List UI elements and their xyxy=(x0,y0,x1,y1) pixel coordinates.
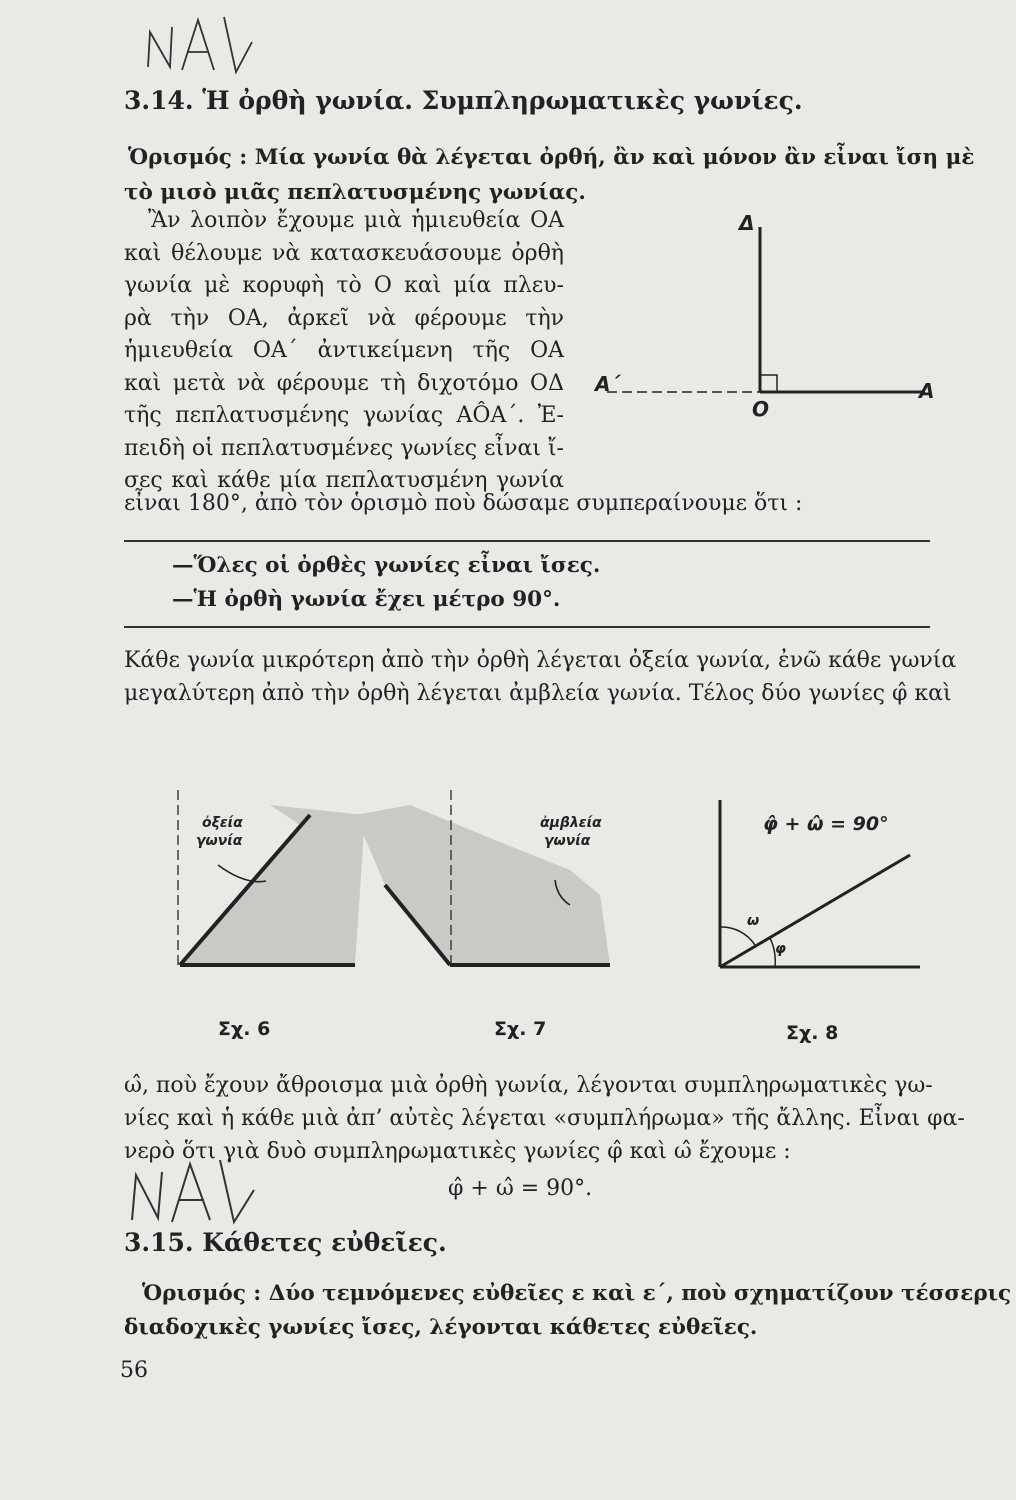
label-a: Α xyxy=(919,379,935,403)
margin-note-top xyxy=(140,12,260,82)
fig6-label-line1: ὀξεία xyxy=(202,815,243,831)
fig8-label-phi: φ xyxy=(775,941,786,957)
caption-fig-6: Σχ. 6 xyxy=(218,1018,271,1040)
para-line: πειδὴ οἱ πεπλατυσμένες γωνίες εἶναι ἴ- xyxy=(124,435,564,461)
para2-line2: μεγαλύτερη ἀπὸ τὴν ὀρθὴ λέγεται ἀμβλεία γωνία. Τέλος δύο γωνίες φ̂ καὶ xyxy=(124,681,952,706)
definition-right-angle-line1: Ὁρισμός : Μία γωνία θὰ λέγεται ὀρθή, ἂν καὶ μόνον ἂν εἶναι ἴση μὲ xyxy=(128,145,975,170)
fig7-label-line2: γωνία xyxy=(544,833,591,849)
caption-fig-8: Σχ. 8 xyxy=(786,1022,839,1044)
label-o: Ο xyxy=(752,397,770,421)
rule-bottom xyxy=(124,626,930,628)
para-line: ρὰ τὴν ΟΑ, ἀρκεῖ νὰ φέρουμε τὴν xyxy=(124,305,564,331)
para3-line3: νερὸ ὅτι γιὰ δυὸ συμπληρωματικὲς γωνίες φ̂ καὶ ω̂ ἔχουμε : xyxy=(124,1139,791,1164)
right-angle-mark xyxy=(760,375,777,392)
para-line: σες καὶ κάθε μία πεπλατυσμένη γωνία xyxy=(124,468,564,493)
complementary-formula: φ̂ + ω̂ = 90°. xyxy=(448,1176,593,1201)
fig8-formula: φ̂ + ω̂ = 90° xyxy=(763,813,889,835)
para-line: καὶ μετὰ νὰ φέρουμε τὴ διχοτόμο ΟΔ xyxy=(124,370,564,396)
para-line: γωνία μὲ κορυφὴ τὸ Ο καὶ μία πλευ- xyxy=(124,273,564,298)
figure-right-angle xyxy=(585,205,945,425)
margin-note-bottom xyxy=(124,1150,264,1230)
fig6-label-line2: γωνία xyxy=(196,833,243,849)
section-title-3-15: 3.15. Κάθετες εὐθεῖες. xyxy=(124,1228,447,1257)
handwritten-mark xyxy=(124,1150,264,1230)
statement-right-angle-90: —Ἡ ὀρθὴ γωνία ἔχει μέτρο 90°. xyxy=(172,587,561,612)
statement-all-right-angles-equal: —Ὅλες οἱ ὀρθὲς γωνίες εἶναι ἴσες. xyxy=(172,553,601,578)
fig8-label-omega: ω xyxy=(747,913,760,929)
caption-fig-7: Σχ. 7 xyxy=(494,1018,547,1040)
construction-paragraph xyxy=(124,205,564,498)
para-line: Ἂν λοιπὸν ἔχουμε μιὰ ἡμιευθεία ΟΑ xyxy=(148,208,564,233)
para-line: καὶ θέλουμε νὰ κατασκευάσουμε ὀρθὴ xyxy=(124,240,564,266)
para3-line2: νίες καὶ ἡ κάθε μιὰ ἀπ’ αὐτὲς λέγεται «συμπλήρωμα» τῆς ἄλλης. Εἶναι φα- xyxy=(124,1106,965,1131)
definition-right-angle-line2: τὸ μισὸ μιᾶς πεπλατυσμένης γωνίας. xyxy=(124,180,586,205)
arc-omega xyxy=(720,927,755,945)
section-title-3-14: 3.14. Ἡ ὀρθὴ γωνία. Συμπληρωματικὲς γωνίες. xyxy=(124,86,803,115)
para2-line1: Κάθε γωνία μικρότερη ἀπὸ τὴν ὀρθὴ λέγεται ὀξεία γωνία, ἐνῶ κάθε γωνία xyxy=(124,648,957,673)
para3-line1: ω̂, ποὺ ἔχουν ἄθροισμα μιὰ ὀρθὴ γωνία, λέγονται συμπληρωματικὲς γω- xyxy=(124,1073,933,1098)
para-line: ἡμιευθεία ΟΑ΄ ἀντικείμενη τῆς ΟΑ xyxy=(124,338,564,363)
definition-perpendicular-line1: Ὁρισμός : Δύο τεμνόμενες εὐθεῖες ε καὶ ε΄, ποὺ σχηματίζουν τέσσερις xyxy=(142,1281,1012,1306)
rule-top xyxy=(124,540,930,542)
definition-perpendicular-line2: διαδοχικὲς γωνίες ἴσες, λέγονται κάθετες εὐθεῖες. xyxy=(124,1315,758,1340)
handwritten-mark xyxy=(140,12,260,82)
ray-diagonal xyxy=(720,855,910,967)
fig7-label-line1: ἀμβλεία xyxy=(540,815,602,831)
label-a-prime: Α΄ xyxy=(595,372,620,396)
para-line: τῆς πεπλατυσμένης γωνίας ΑÔΑ΄. Ἐ- xyxy=(124,403,564,428)
figure-8-complementary-angles xyxy=(705,795,945,975)
para-last-line: εἶναι 180°, ἀπὸ τὸν ὁρισμὸ ποὺ δώσαμε συμπεραίνουμε ὅτι : xyxy=(124,491,803,516)
label-delta: Δ xyxy=(739,211,755,235)
figure-7-obtuse-angle xyxy=(345,785,625,985)
page-number: 56 xyxy=(120,1358,148,1383)
